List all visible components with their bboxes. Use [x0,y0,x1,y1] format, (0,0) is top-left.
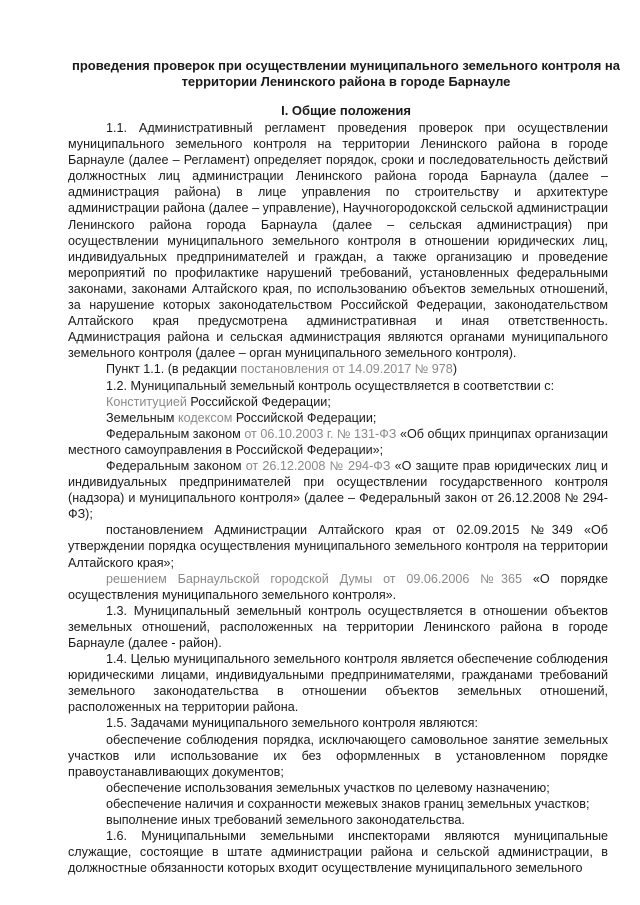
law-131-prefix: Федеральным законом [106,426,245,441]
basis-law-131 [68,426,608,458]
basis-constitution [68,394,608,410]
paragraph-1-2: 1.2. Муниципальный земельный контроль осуществляется в соответствии с: [106,378,555,393]
law-294-rest: «О защите прав юридических лиц и индивидуальных предпринимателей при осуществлении государственного контроля (надзора) и муниципального контроля» (далее – Федеральный закон от 26.12.2008 № 294-ФЗ); [68,458,608,522]
duma-decision-link[interactable]: решением Барнаульской городской Думы от 09.06.2006 №365 [106,571,523,586]
paragraph-1-3: 1.3. Муниципальный земельный контроль осуществляется в отношении объектов земельных отношений, расположенных на территории Ленинского района в городе Барнауле (далее - район). [68,603,608,650]
land-code-link[interactable]: кодексом [177,410,233,425]
constitution-rest: Российской Федерации; [186,394,331,409]
document-body [68,120,608,876]
task-item-1: обеспечение соблюдения порядка, исключающего самовольное занятие земельных участков или использование их без оформленных в установленном порядке правоустанавливающих документов; [68,732,608,779]
task-item-2: обеспечение использования земельных участков по целевому назначению; [106,780,550,795]
duma-decision-rest: «О порядке осуществления муниципального земельного контроля». [68,571,608,602]
task-item-4: выполнение иных требований земельного законодательства. [106,813,465,828]
basis-duma-decision [68,571,608,603]
section-heading: I. Общие положения [281,103,411,118]
basis-law-294 [68,458,608,522]
paragraph-1-4: 1.4. Целью муниципального земельного контроля является обеспечение соблюдения юридическими лицами, индивидуальными предпринимателями, гражданами требований земельного законодательства в отношении объектов земельных отношений, расположенных на территории района. [68,652,608,715]
amendment-note-suffix: ) [452,362,458,377]
basis-land-code [68,410,608,426]
paragraph-1-5: 1.5. Задачами муниципального земельного контроля являются: [106,716,478,731]
constitution-link[interactable]: Конституцией [106,394,187,409]
law-131-rest: «Об общих принципах организации местного самоуправления в Российской Федерации»; [68,426,608,457]
document-title: проведения проверок при осуществлении муниципального земельного контроля на территории Ленинского района в городе Барнауле [72,58,620,89]
task-item-3: обеспечение наличия и сохранности межевых знаков границ земельных участков; [106,796,590,811]
amendment-note-prefix: Пункт 1.1. (в редакции [106,362,241,377]
law-131-link[interactable]: от 06.10.2003 г. № 131-ФЗ [244,426,397,441]
amendment-link[interactable]: постановления от 14.09.2017 № 978 [240,362,453,377]
amendment-note [68,361,608,377]
paragraph-1-1: 1.1. Административный регламент проведения проверок при осуществлении муниципального земельного контроля на территории Ленинского района в городе Барнауле (далее – Регламент) определяет порядок, сроки и последовательность действий должностных лиц администрации Ленинского района города Барнаула (далее – администрация района) в лице управления по строительству и архитектуре администрации района (далее – управление), Научногородокской сельской администрации Ленинского района города Барнаула (далее – сельская администрация) при осуществлении муниципального земельного контроля в отношении юридических лиц, индивидуальных предпринимателей и граждан, а также организацию и проведение мероприятий по профилактике нарушений требований, установленных федеральными законами, законами Алтайского края, по использованию объектов земельных отношений, за нарушение которых законодательством Российской Федерации, законодательством Алтайского края предусмотрена административная и иная ответственность. Администрация района и сельская администрация являются органами муниципального земельного контроля (далее – орган муниципального земельного контроля). [68,121,608,361]
land-code-rest: Российской Федерации; [232,410,377,425]
paragraph-1-6: 1.6. Муниципальными земельными инспекторами являются муниципальные служащие, состоящие в штате администрации района и сельской администрации, в должностные обязанности которых входит осуществление муниципального земельного [68,829,608,876]
law-294-link[interactable]: от 26.12.2008 № 294-ФЗ [245,458,391,473]
law-294-prefix: Федеральным законом [106,458,246,473]
land-code-prefix: Земельным [106,410,178,425]
basis-altai-resolution: постановлением Администрации Алтайского края от 02.09.2015 №349 «Об утверждении порядка осуществления муниципального земельного контроля на территории Алтайского края»; [68,523,608,570]
